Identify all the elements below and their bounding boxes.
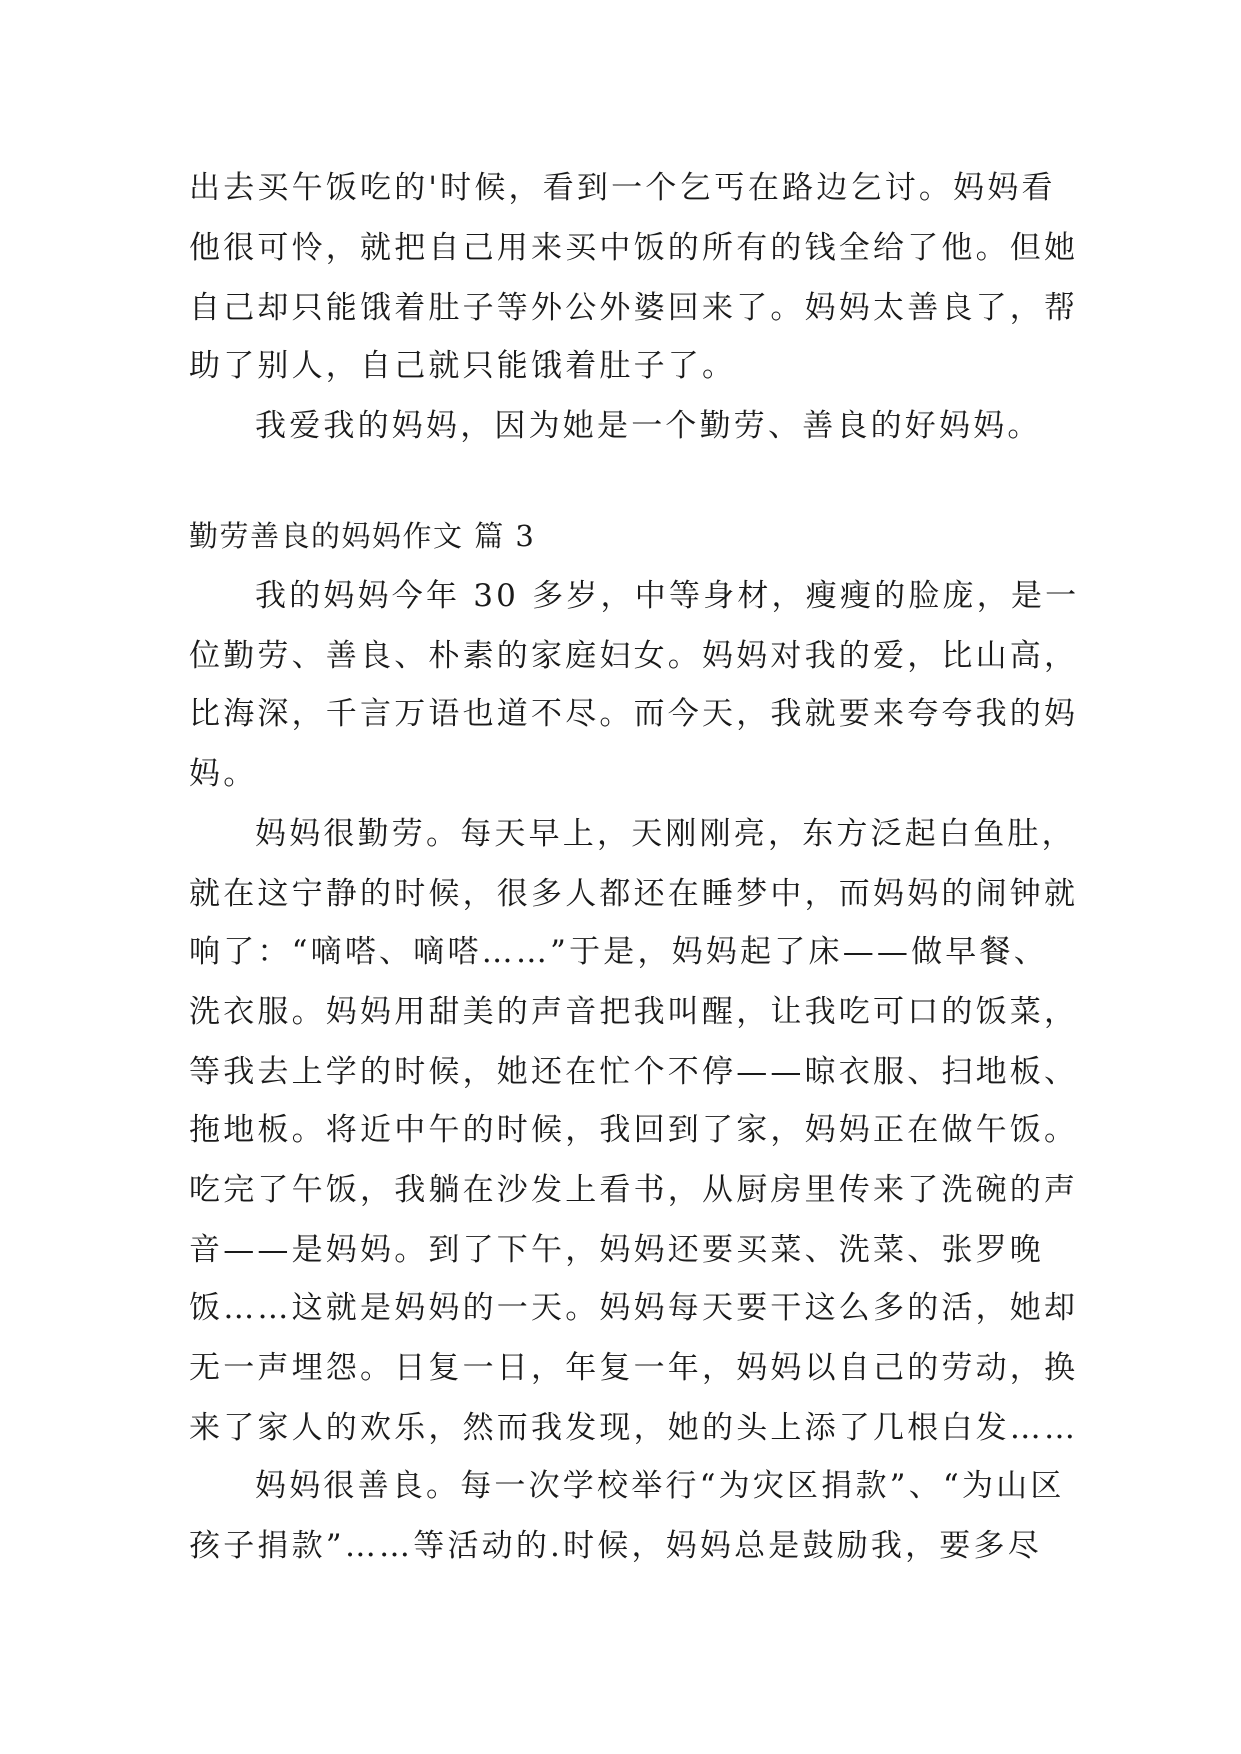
paragraph-line: 响了：“嘀嗒、嘀嗒……”于是，妈妈起了床——做早餐、 [189, 934, 1048, 970]
paragraph-line: 助了别人，自己就只能饿着肚子了。 [189, 348, 737, 384]
paragraph-line: 出去买午饭吃的'时候，看到一个乞丐在路边乞讨。妈妈看 [189, 170, 1056, 206]
paragraph-line: 拖地板。将近中午的时候，我回到了家，妈妈正在做午饭。 [189, 1112, 1079, 1148]
paragraph-line: 位勤劳、善良、朴素的家庭妇女。妈妈对我的爱，比山高， [189, 638, 1079, 674]
paragraph-line: 吃完了午饭，我躺在沙发上看书，从厨房里传来了洗碗的声 [189, 1172, 1079, 1208]
paragraph-line: 洗衣服。妈妈用甜美的声音把我叫醒，让我吃可口的饭菜， [189, 994, 1079, 1030]
paragraph-line: 妈。 [189, 756, 258, 792]
paragraph-line: 妈妈很勤劳。每天早上，天刚刚亮，东方泛起白鱼肚， [255, 816, 1076, 852]
paragraph-line: 等我去上学的时候，她还在忙个不停——晾衣服、扫地板、 [189, 1054, 1079, 1090]
paragraph-line: 妈妈很善良。每一次学校举行“为灾区捐款”、“为山区 [255, 1468, 1065, 1504]
paragraph-line: 来了家人的欢乐，然而我发现，她的头上添了几根白发…… [189, 1410, 1079, 1446]
paragraph-line: 无一声埋怨。日复一日，年复一年，妈妈以自己的劳动，换 [189, 1350, 1079, 1386]
paragraph-line: 比海深，千言万语也道不尽。而今天，我就要来夸夸我的妈 [189, 696, 1079, 732]
paragraph-line: 我的妈妈今年 30 多岁，中等身材，瘦瘦的脸庞，是一 [255, 578, 1080, 614]
paragraph-line: 就在这宁静的时候，很多人都还在睡梦中，而妈妈的闹钟就 [189, 876, 1079, 912]
paragraph-line: 孩子捐款”……等活动的.时候，妈妈总是鼓励我，要多尽 [189, 1528, 1042, 1564]
paragraph-line: 自己却只能饿着肚子等外公外婆回来了。妈妈太善良了，帮 [189, 290, 1079, 326]
paragraph-line: 音——是妈妈。到了下午，妈妈还要买菜、洗菜、张罗晚 [189, 1232, 1044, 1268]
paragraph-line: 我爱我的妈妈，因为她是一个勤劳、善良的好妈妈。 [255, 408, 1042, 444]
section-heading: 勤劳善良的妈妈作文 篇 3 [189, 519, 536, 553]
paragraph-line: 饭……这就是妈妈的一天。妈妈每天要干这么多的活，她却 [189, 1290, 1079, 1326]
paragraph-line: 他很可怜，就把自己用来买中饭的所有的钱全给了他。但她 [189, 230, 1079, 266]
